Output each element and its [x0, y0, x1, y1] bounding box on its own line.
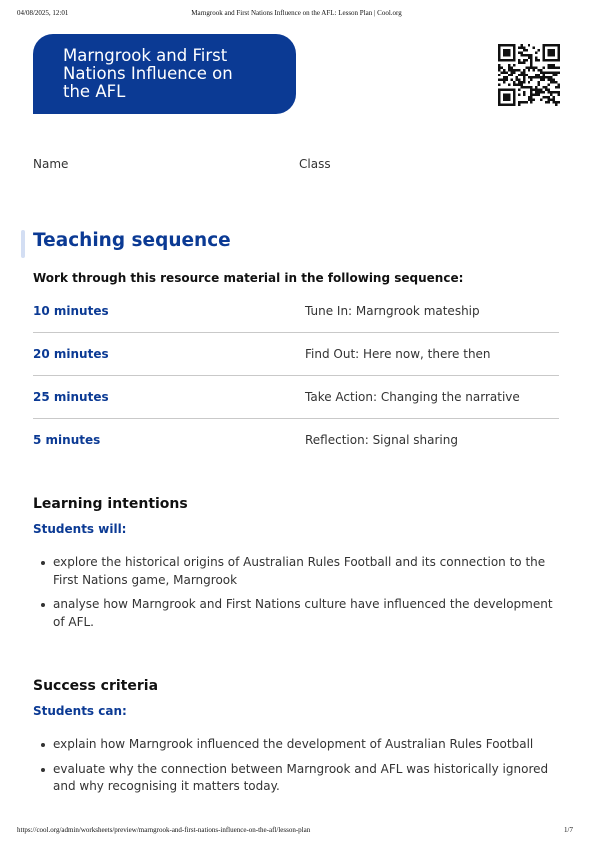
list-item: explore the historical origins of Australian Rules Football and its connection to the First Nations game, Marngrook — [33, 554, 553, 589]
sequence-activity: Tune In: Marngrook mateship — [305, 304, 480, 318]
sequence-activity: Find Out: Here now, there then — [305, 347, 491, 361]
print-page-title: Marngrook and First Nations Influence on the AFL: Lesson Plan | Cool.org — [191, 9, 402, 17]
learning-intentions-list — [33, 554, 553, 638]
sequence-time: 5 minutes — [33, 433, 101, 447]
class-field-label: Class — [299, 157, 331, 171]
sequence-time: 25 minutes — [33, 390, 109, 404]
section-accent-bar — [21, 230, 25, 258]
qr-code-icon — [498, 44, 560, 106]
sequence-row — [33, 333, 559, 376]
success-criteria-label: Students can: — [33, 704, 127, 718]
teaching-sequence-heading: Teaching sequence — [33, 230, 231, 251]
sequence-activity: Take Action: Changing the narrative — [305, 390, 520, 404]
success-criteria-heading: Success criteria — [33, 678, 159, 694]
print-page-number: 1/7 — [564, 826, 573, 834]
list-item: analyse how Marngrook and First Nations culture have influenced the development of AFL. — [33, 596, 553, 631]
teaching-sequence-intro: Work through this resource material in the following sequence: — [33, 271, 464, 285]
sequence-table — [33, 290, 559, 461]
lesson-title: Marngrook and First Nations Influence on the AFL — [63, 46, 233, 101]
print-datetime: 04/08/2025, 12:01 — [17, 9, 69, 17]
learning-intentions-label: Students will: — [33, 522, 127, 536]
sequence-row — [33, 290, 559, 333]
sequence-row — [33, 419, 559, 461]
learning-intentions-heading: Learning intentions — [33, 496, 188, 512]
sequence-time: 10 minutes — [33, 304, 109, 318]
list-item: evaluate why the connection between Marngrook and AFL was historically ignored and why recognising it matters today. — [33, 761, 553, 796]
name-field-label: Name — [33, 157, 69, 171]
success-criteria-list — [33, 736, 553, 803]
title-banner — [33, 34, 296, 114]
print-url: https://cool.org/admin/worksheets/preview/marngrook-and-first-nations-influence-on-the-afl/lesson-plan — [17, 826, 311, 834]
list-item: explain how Marngrook influenced the development of Australian Rules Football — [33, 736, 553, 754]
sequence-row — [33, 376, 559, 419]
sequence-activity: Reflection: Signal sharing — [305, 433, 458, 447]
sequence-time: 20 minutes — [33, 347, 109, 361]
